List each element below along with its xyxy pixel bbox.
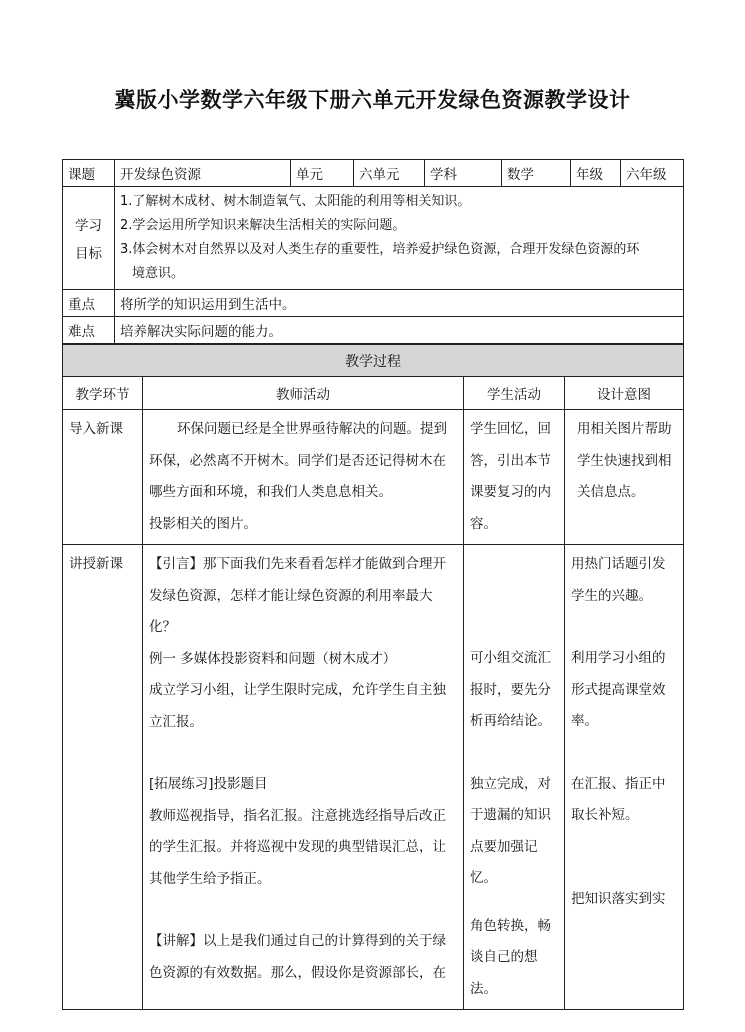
teaching-process-table <box>62 344 684 1010</box>
student-activity-cell <box>464 545 565 1010</box>
subject-value: 数学 <box>502 160 571 187</box>
lesson-info-table <box>62 159 684 344</box>
goal-item: 2.学会运用所学知识来解决生活相关的实际问题。 <box>120 218 406 233</box>
intent-paragraph: 用热门话题引发学生的兴趣。 <box>571 556 666 604</box>
table-row <box>63 545 684 1010</box>
key-point-label: 重点 <box>63 290 115 317</box>
student-paragraph: 可小组交流汇报时，要先分析再给结论。 <box>470 650 551 729</box>
teacher-activity-cell <box>143 410 464 545</box>
topic-value: 开发绿色资源 <box>115 160 291 187</box>
intent-paragraph: 用相关图片帮助学生快速找到相关信息点。 <box>577 421 672 500</box>
goals-label-line-2: 目标 <box>75 246 102 262</box>
column-header-intent: 设计意图 <box>565 377 684 410</box>
student-paragraph: 角色转换，畅谈自己的想法。 <box>470 917 551 997</box>
process-heading: 教学过程 <box>63 345 684 377</box>
unit-label: 单元 <box>291 160 354 187</box>
goals-list <box>115 187 684 290</box>
goals-label <box>63 187 115 290</box>
document-title: 冀版小学数学六年级下册六单元开发绿色资源教学设计 <box>114 88 631 112</box>
design-intent-cell <box>565 410 684 545</box>
teacher-paragraph: 教师巡视指导，指名汇报。注意挑选经指导后改正的学生汇报。并将巡视中发现的典型错误汇总，让其他学生给予指正。 <box>149 807 446 887</box>
grade-value: 六年级 <box>621 160 684 187</box>
teacher-paragraph: 环保问题已经是全世界亟待解决的问题。提到环保，必然离不开树木。同学们是否还记得树木在哪些方面和环境，和我们人类息息相关。 <box>149 421 447 500</box>
teacher-activity-cell <box>143 545 464 1010</box>
intent-paragraph: 在汇报、指正中取长补短。 <box>571 775 666 823</box>
column-header-stage: 教学环节 <box>63 377 143 410</box>
stage-cell: 讲授新课 <box>63 545 143 1010</box>
key-point-value: 将所学的知识运用到生活中。 <box>115 290 684 317</box>
teacher-paragraph: 成立学习小组，让学生限时完成，允许学生自主独立汇报。 <box>149 682 446 730</box>
student-paragraph: 独立完成，对于遗漏的知识点要加强记忆。 <box>470 775 551 886</box>
column-header-teacher: 教师活动 <box>143 377 464 410</box>
subject-label: 学科 <box>425 160 502 187</box>
grade-label: 年级 <box>571 160 621 187</box>
unit-value: 六单元 <box>354 160 425 187</box>
student-activity-cell <box>464 410 565 545</box>
intent-paragraph: 把知识落实到实 <box>571 890 666 907</box>
table-row <box>63 410 684 545</box>
goals-label-line-1: 学习 <box>75 218 102 234</box>
stage-cell: 导入新课 <box>63 410 143 545</box>
student-paragraph: 学生回忆，回答，引出本节课要复习的内容。 <box>470 421 551 532</box>
design-intent-cell <box>565 545 684 1010</box>
teacher-paragraph: 【讲解】以上是我们通过自己的计算得到的关于绿色资源的有效数据。那么，假设你是资源部长，在 <box>149 933 446 981</box>
goal-item: 1.了解树木成材、树木制造氧气、太阳能的利用等相关知识。 <box>120 194 471 209</box>
goal-item: 3.体会树木对自然界以及对人类生存的重要性，培养爱护绿色资源，合理开发绿色资源的环 <box>120 242 640 257</box>
teacher-paragraph: 例一 多媒体投影资料和问题（树木成才） <box>149 650 397 667</box>
teacher-paragraph: 【引言】那下面我们先来看看怎样才能做到合理开发绿色资源，怎样才能让绿色资源的利用率最大化？ <box>149 556 446 635</box>
teacher-paragraph: [拓展练习]投影题目 <box>149 776 268 792</box>
topic-label: 课题 <box>63 160 115 187</box>
difficulty-value: 培养解决实际问题的能力。 <box>115 317 684 344</box>
column-header-student: 学生活动 <box>464 377 565 410</box>
intent-paragraph: 利用学习小组的形式提高课堂效率。 <box>571 650 666 729</box>
goal-item: 境意识。 <box>132 266 185 281</box>
difficulty-label: 难点 <box>63 317 115 344</box>
teacher-paragraph: 投影相关的图片。 <box>149 515 257 532</box>
